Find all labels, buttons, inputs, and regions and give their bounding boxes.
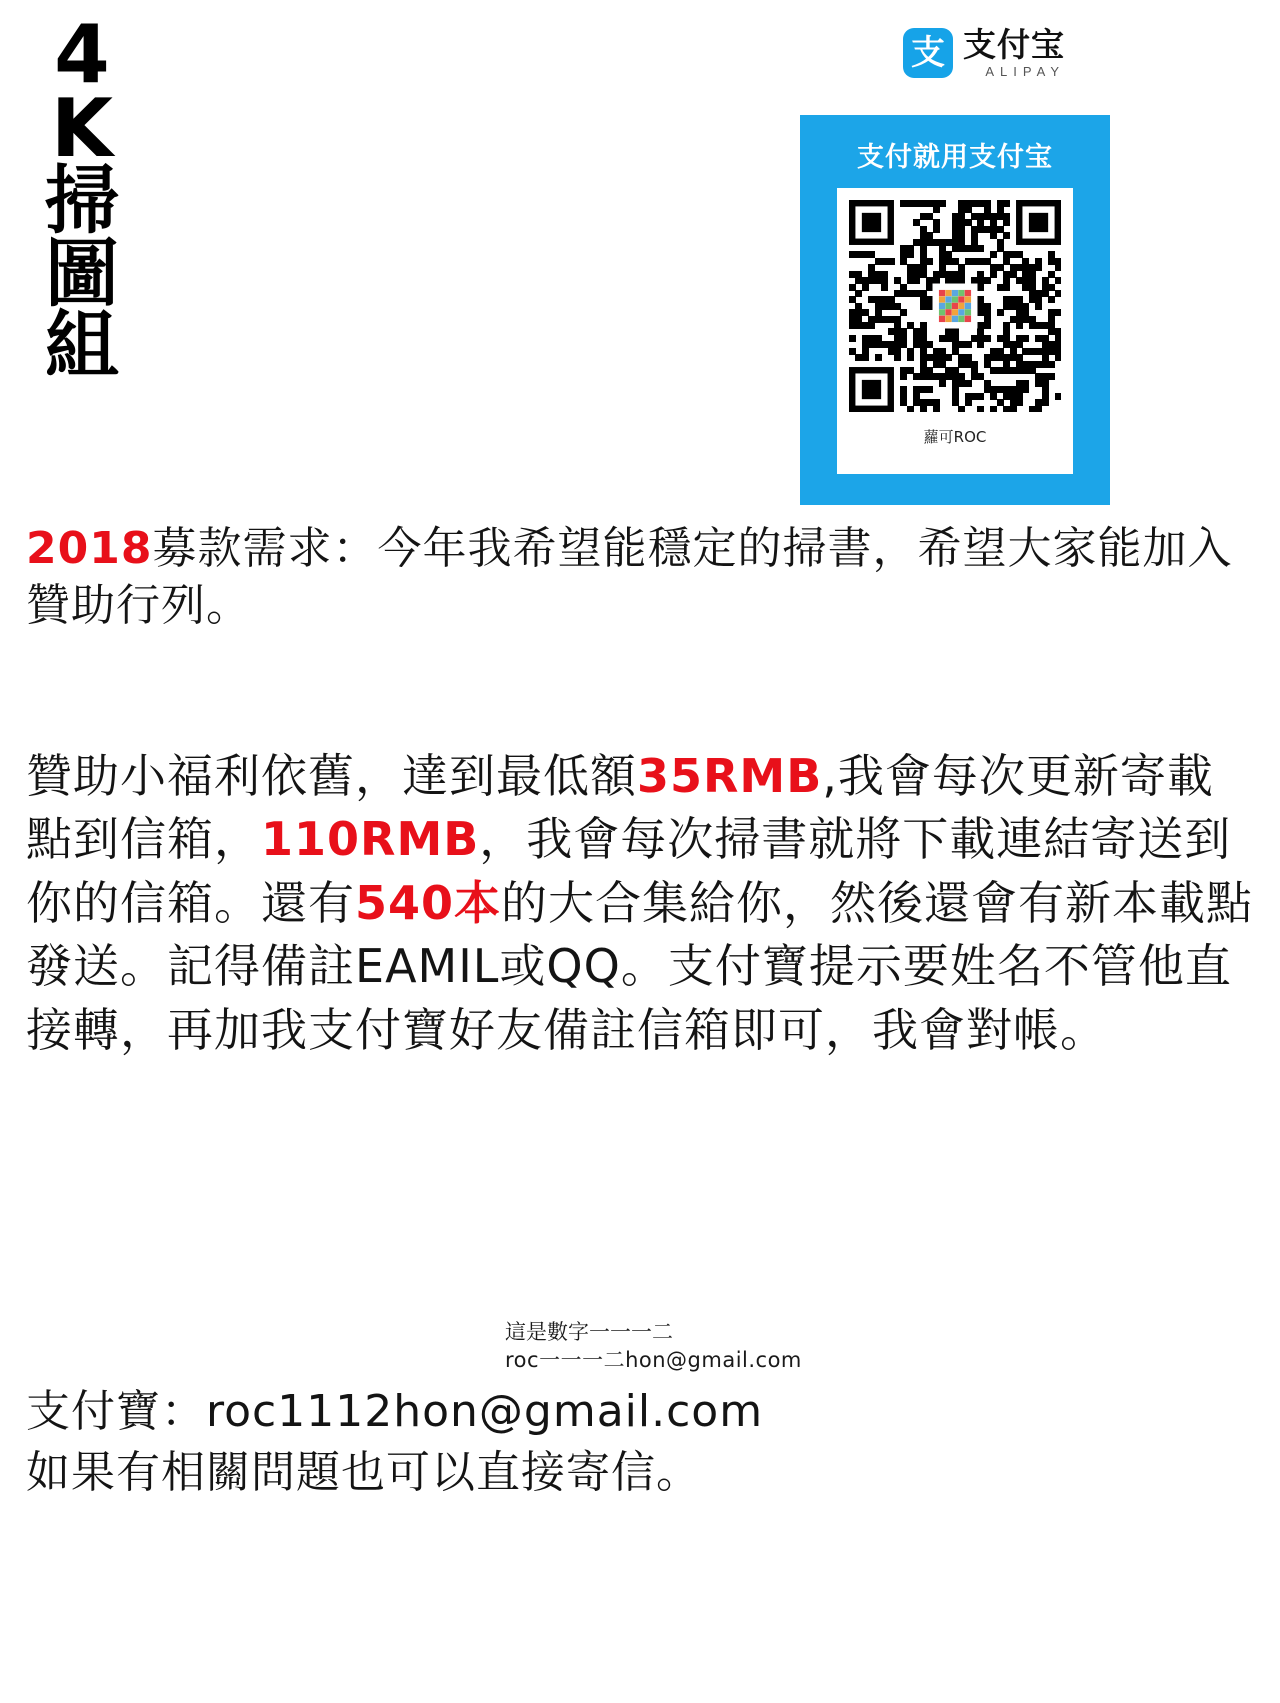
email-annotation	[505, 1318, 802, 1375]
tier-amount-low: 35RMB	[637, 749, 823, 803]
qr-card-heading: 支付就用支付宝	[857, 142, 1053, 173]
reward-text-2: ,我會每次更新寄載點到信箱，	[26, 749, 1214, 867]
tier-amount-high: 110RMB	[261, 812, 480, 867]
alipay-qr-card	[800, 115, 1110, 505]
year-highlight: 2018	[26, 523, 153, 574]
bundle-count: 540本	[355, 875, 502, 930]
title-char-3: 圖	[45, 230, 119, 317]
alipay-wordmark	[963, 25, 1065, 79]
alipay-contact-line: 支付寶：roc1112hon@gmail.com	[26, 1386, 764, 1437]
qr-code-image[interactable]	[849, 200, 1061, 412]
page-title	[22, 8, 142, 390]
qr-code-caption: 蘿可ROC	[923, 428, 987, 446]
contact-footer	[26, 1382, 763, 1503]
title-char-4: 組	[45, 303, 119, 390]
title-char-1: K	[51, 81, 113, 175]
alipay-mark-glyph: 支	[911, 33, 945, 73]
annotation-line-1: 這是數字一一一二	[505, 1320, 673, 1344]
reward-text-1: 贊助小福利依舊，達到最低額	[26, 749, 637, 803]
funding-intro-text: 募款需求：今年我希望能穩定的掃書，希望大家能加入贊助行列。	[26, 523, 1233, 632]
annotation-line-2: roc一一一二hon@gmail.com	[505, 1348, 802, 1373]
reward-text-3: ，我會每次掃書就將下載連結寄送到你的信箱。還有	[26, 812, 1232, 930]
funding-intro-paragraph	[26, 520, 1254, 634]
reward-details-paragraph	[26, 745, 1254, 1062]
qr-card-inner	[837, 188, 1073, 474]
alipay-name-cn: 支付宝	[963, 25, 1065, 64]
reward-text-4: 的大合集給你，然後還會有新本載點發送。記得備註EAMIL或QQ。支付寶提示要姓名不管他直接轉，再加我支付寶好友備註信箱即可，我會對帳。	[26, 875, 1254, 1057]
title-char-2: 掃	[45, 158, 119, 245]
title-char-0: 4	[54, 8, 110, 101]
contact-note-line: 如果有相關問題也可以直接寄信。	[26, 1446, 701, 1498]
alipay-logo	[903, 25, 1065, 79]
alipay-mark-icon	[903, 28, 953, 78]
alipay-name-en: ALIPAY	[985, 64, 1065, 79]
